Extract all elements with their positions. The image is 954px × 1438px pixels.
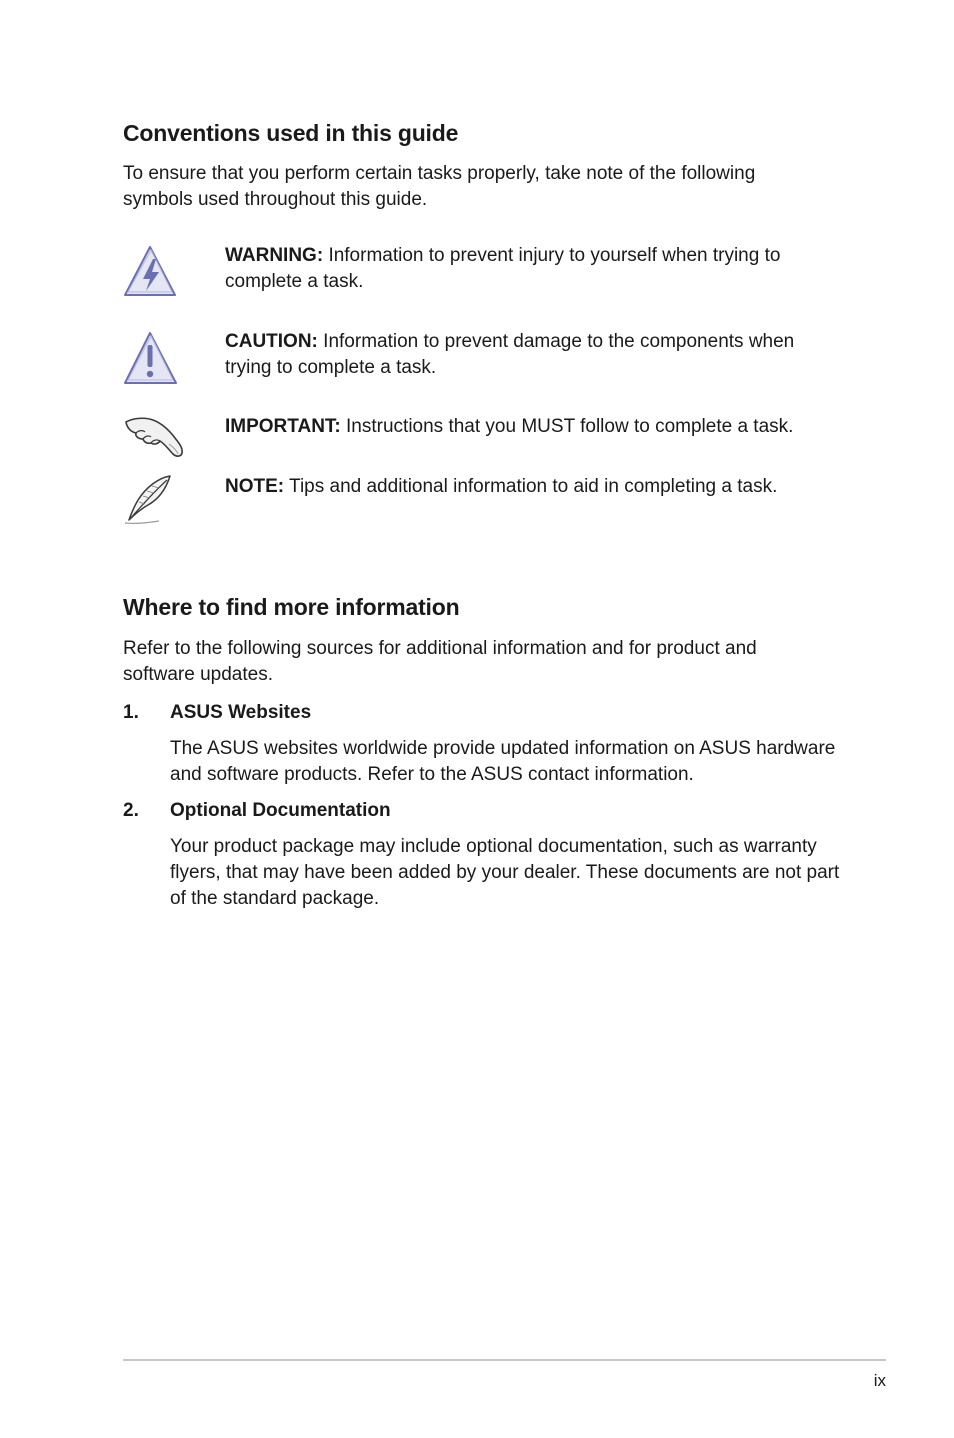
important-description: Instructions that you MUST follow to complete a task.	[346, 416, 794, 437]
important-text	[225, 414, 835, 440]
item-description: The ASUS websites worldwide provide updated information on ASUS hardware and software products. Refer to the ASUS contact information.	[170, 738, 836, 785]
note-description: Tips and additional information to aid in completing a task.	[289, 476, 778, 497]
conventions-intro: To ensure that you perform certain tasks properly, take note of the following symbols used throughout this guide.	[123, 163, 756, 210]
note-text	[225, 474, 835, 500]
caution-notice	[123, 329, 843, 389]
caution-description: Information to prevent damage to the components when trying to complete a task.	[225, 331, 795, 378]
footer-divider	[123, 1359, 886, 1361]
page-number: ix	[873, 1371, 886, 1390]
item-number: 2.	[123, 800, 139, 821]
warning-text	[225, 243, 835, 295]
caution-text	[225, 329, 835, 381]
warning-label: WARNING:	[225, 245, 324, 266]
warning-notice	[123, 243, 843, 303]
note-label: NOTE:	[225, 476, 285, 497]
note-quill-icon	[123, 474, 183, 534]
caution-exclamation-icon	[123, 329, 183, 389]
more-info-intro: Refer to the following sources for additional information and for product and software updates.	[123, 638, 757, 685]
conventions-heading: Conventions used in this guide	[123, 120, 459, 146]
more-info-heading: Where to find more information	[123, 594, 460, 620]
item-title: Optional Documentation	[170, 800, 391, 821]
caution-label: CAUTION:	[225, 331, 318, 352]
important-label: IMPORTANT:	[225, 416, 341, 437]
warning-lightning-icon	[123, 243, 183, 303]
item-description: Your product package may include optional documentation, such as warranty flyers, that may have been added by your dealer. These documents are not part of the standard package.	[170, 836, 840, 909]
important-notice	[123, 414, 843, 474]
warning-description: Information to prevent injury to yourself when trying to complete a task.	[225, 245, 781, 292]
important-hand-icon	[123, 414, 183, 474]
item-title: ASUS Websites	[170, 702, 312, 723]
item-number: 1.	[123, 702, 139, 723]
note-notice	[123, 474, 843, 534]
